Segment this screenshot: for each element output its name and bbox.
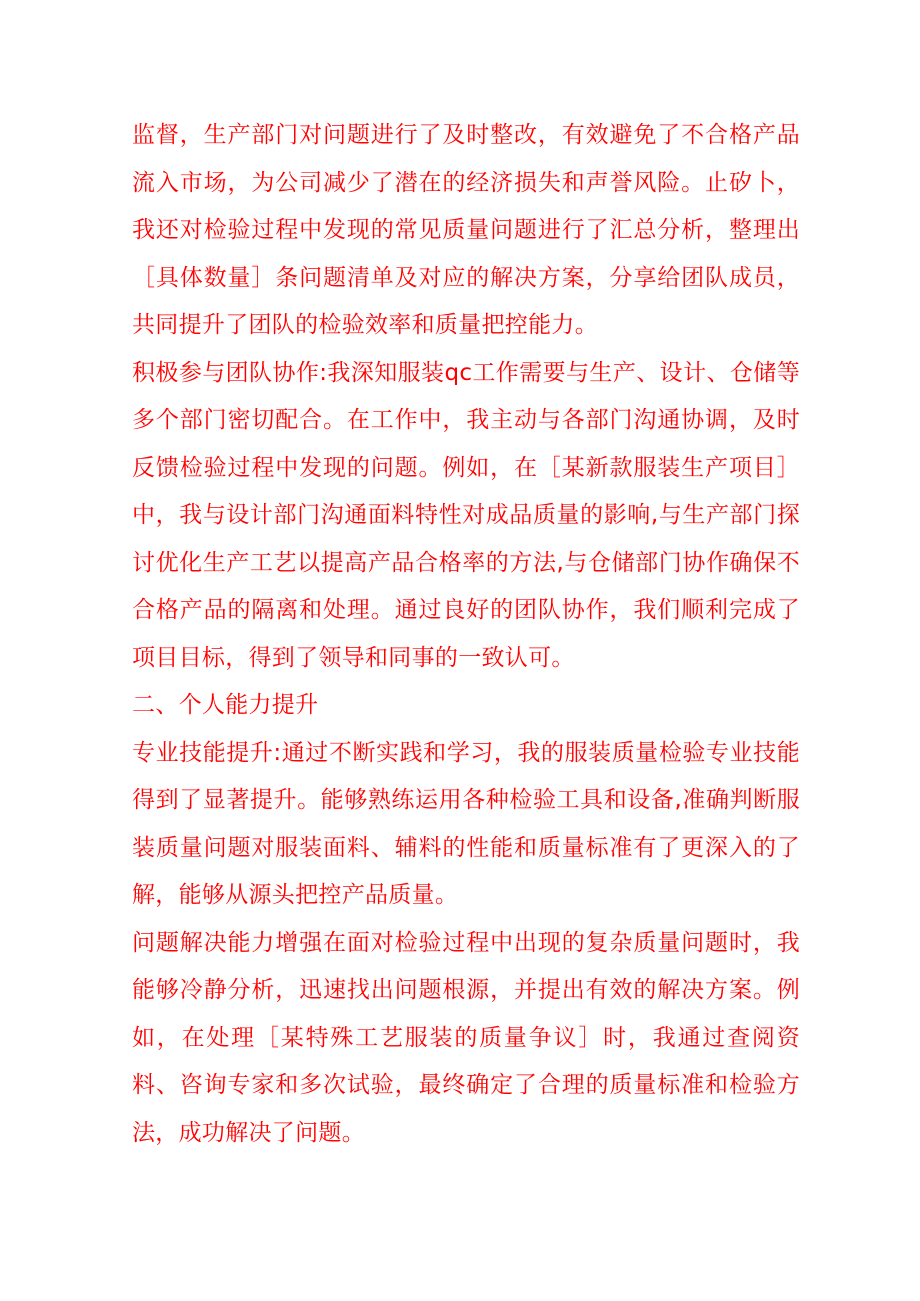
paragraph-professional-skills: 专业技能提升:通过不断实践和学习，我的服装质量检验专业技能得到了显著提升。能够熟练运用各种检验工具和设备,准确判断服装质量问题对服装面料、辅料的性能和质量标准有了更深入的了解，能够从源头把控产品质量。 — [132, 739, 800, 908]
paragraph-team-collaboration: 积极参与团队协作:我深知服装qc工作需要与生产、设计、仓储等多个部门密切配合。在工作中，我主动与各部门沟通协调，及时反馈检验过程中发现的问题。例如，在［某新款服装生产项目］中，我与设计部门沟通面料特性对成品质量的影响,与生产部门探讨优化生产工艺以提高产品合格率的方法,与仓储部门协作确保不合格产品的隔离和处理。通过良好的团队协作，我们顺利完成了项目目标，得到了领导和同事的一致认可。 — [132, 359, 800, 671]
paragraph-quality-supervision: 监督，生产部门对问题进行了及时整改，有效避免了不合格产品流入市场，为公司减少了潜在的经济损失和声誉风险。止矽卜，我还对检验过程中发现的常见质量问题进行了汇总分析，整理出［具体数量］条问题清单及对应的解决方案，分享给团队成员，共同提升了团队的检验效率和质量把控能力。 — [132, 122, 800, 338]
paragraph-problem-solving: 问题解决能力增强在面对检验过程中出现的复杂质量问题时，我能够冷静分析，迅速找出问题根源，并提出有效的解决方案。例如，在处理［某特殊工艺服装的质量争议］时，我通过查阅资料、咨询专家和多次试验，最终确定了合理的质量标准和检验方法，成功解决了问题。 — [132, 929, 800, 1146]
section-heading-personal-ability: 二、个人能力提升 — [132, 692, 319, 718]
